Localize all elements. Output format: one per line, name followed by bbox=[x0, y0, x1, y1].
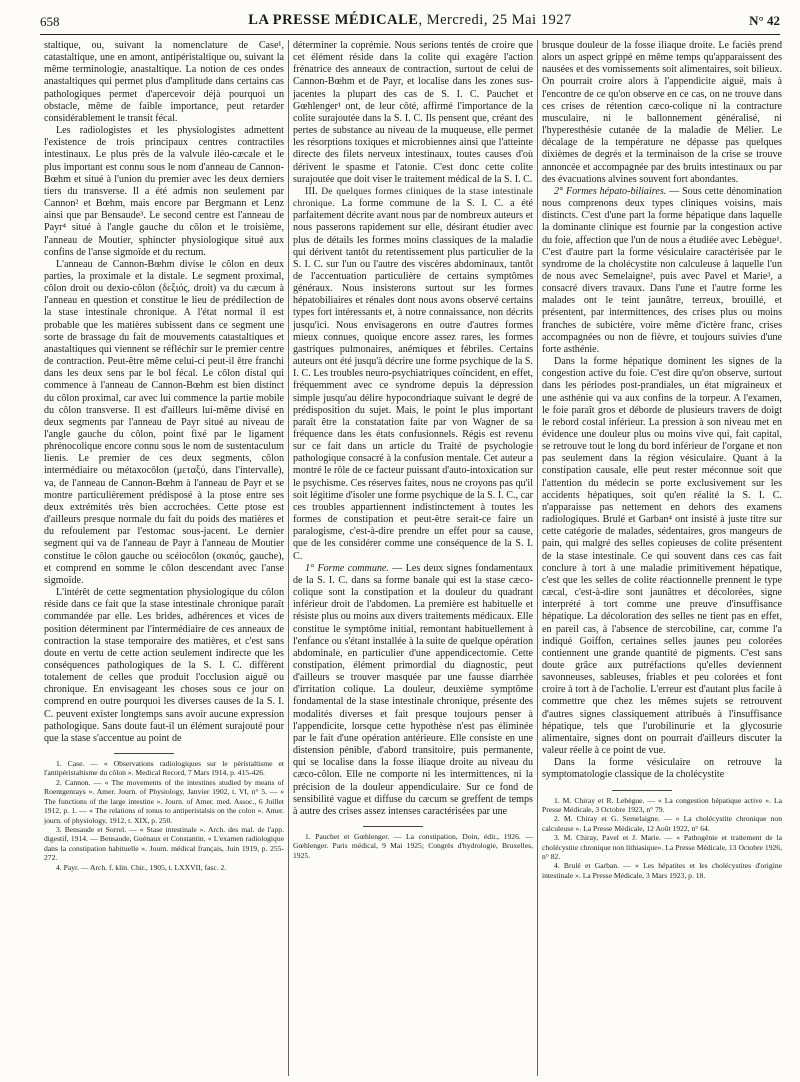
subsection-label: 1° Forme commune. bbox=[305, 562, 389, 574]
paragraph: déterminer la coprémie. Nous serions tentés de croire que cet élément réside dans la colite qui exagère l'action frénatrice des anneaux de contraction, surtout de celui de Cannon-Bœhm et de Payr, et localise dans les zones sus-jacentes la plupart des cas de S. I. C. Pauchet et Gœhlenger¹ ont, de leur côté, affirmé l'importance de la colite surajoutée dans la S. I. C. Ils pensent que, créant des pertes de substance au niveau de la muqueuse, elle permet les résorptions toxiques et microbiennes ainsi que l'atteinte directe des filets nerveux intestinaux, toutes causes d'où dérivent le spasme et l'atonie. C'est donc cette colite surajoutée que doit viser le traitement médical de la S. I. C. bbox=[293, 40, 533, 185]
footnote: 1. M. Chiray et R. Lebègue. — « La congestion hépatique active ». La Presse Médicale, 3 Octobre 1923, n° 79. bbox=[542, 795, 782, 814]
footnote: 4. Payr. — Arch. f. klin. Chir., 1905, t. LXXVII, fasc. 2. bbox=[56, 862, 227, 872]
footnote: 4. Brulé et Garban. — « Les hépatites et les cholécystites d'origine intestinale ». La Presse Médicale, 3 Mars 1923, p. 18. bbox=[542, 861, 782, 880]
footnote: 3. Bensaude et Sorrel. — « Stase intestinale ». Arch. des mal. de l'app. digestif, 1914. — Bensaude, Guénaux et Constantin. « L'examen radiologique dans la constipation habituelle ». Journ. médical français, Juin 1919, p. 255-272. bbox=[44, 824, 284, 863]
section-heading: De quelques formes cliniques de la stase intestinale chronique. bbox=[293, 186, 533, 210]
subsection-label: 2° Formes hépato-biliaires. bbox=[554, 185, 667, 197]
footnote: 2. Cannon. — « The movements of the intestines studied by means of Roentgenrays ». Amer. Journ. of Physiology, Janvier 1902, t. VI, n° 5. — « The functions of the large intestine ». Journ. of Amer. med. Assoc., 6 Juillet 1912, p. 1. — « The relations of tonus to antiperistalsis on the colon ». Amer. journ. of physiology, 1912, t. XIX, p. 250. bbox=[44, 777, 284, 825]
column-right bbox=[542, 40, 782, 1076]
journal-name: LA PRESSE MÉDICALE bbox=[248, 12, 419, 28]
paragraph-text: — Les deux signes fondamentaux de la S. I. C. dans sa forme banale qui est la stase cæco-colique sont la constipation et la douleur du quadrant inférieur droit de l'abdomen. La première est habituelle et résiste plus ou moins aux divers traitements médicaux. Elle constitue le symptôme initial, remontant habituellement à l'enfance ou s'étant installée à la suite de quelque opération abdominale, en particulier d'une appendicectomie. Cette constipation, élément primordial du diagnostic, peut d'ailleurs se trouver masquée par une fausse diarrhée d'irritation colique. La douleur, deuxième symptôme fondamental de la stase intestinale chronique, présente des modalités diverses et fait presque toujours penser à l'appendicite, lorsque cette hypothèse n'est pas éliminée par le fait d'une opération antérieure. Elle consiste en une distension pénible, d'abord transitoire, puis permanente, qui se localise dans la fosse iliaque droite au niveau du cæco-côlon. Elle ne comporte ni les intermittences, ni la précision de la douleur appendiculaire. Sur ce fond de sensibilité vague et diffuse du cæcum se greffent de temps à autre des crises assez intenses caractérisées par une bbox=[293, 562, 533, 817]
column-left bbox=[44, 40, 284, 1076]
footnote: 1. Case. — « Observations radiologiques sur le péristaltisme et l'antipéristaltisme du côlon ». Medical Record, 7 Mars 1914, p. 415-426. bbox=[44, 759, 284, 778]
footnote: 3. M. Chiray, Pavel et J. Marie. — « Pathogénie et traitement de la cholécystite chronique non lithiasique». La Presse Médicale, 13 Octobre 1926, n° 82. bbox=[542, 833, 782, 861]
section-number: III. bbox=[305, 185, 322, 197]
paragraph: Dans la forme vésiculaire on retrouve la symptomatologie classique de la cholécystite bbox=[542, 757, 782, 781]
page-number: 658 bbox=[40, 14, 60, 29]
paragraph: Dans la forme hépatique dominent les signes de la congestion active du foie. C'est dire qu'on observe, surtout dans les périodes post-prandiales, un état migraineux et une asthénie qui va aux confins de la torpeur. A l'examen, le foie paraît gros et déborde de plusieurs travers de doigt le rebord costal inférieur. La pression à son niveau met en évidence une douleur plus ou moins vive qui, fait capital, se retrouve tout le long du bord inférieur de l'organe et non pas seulement dans la région vésiculaire. Quant à la constipation causale, elle peut rester méconnue soit que l'attention du médecin se porte exclusivement sur les accidents hépatiques, soit qu'en réalité la S. I. C. n'apparaisse pas nettement en dehors des examens radiologiques. Brulé et Garban⁴ ont insisté à juste titre sur cette catégorie de malades, sédentaires, gros mangeurs de pain, qui malgré des selles copieuses de colite présentent de la stase intestinale. Ce qui souvent dans ces cas fait conclure à tort à une maladie primitivement hépatique, c'est que les selles de colite réactionnelle prennent le type cæcal, c'est-à-dire sont jaunâtres et décolorées, signe interprété à tort comme une preuve d'insuffisance hépatique. La décoloration des selles ne tient pas en effet, en pareil cas, à l'absence de stercobiline, car, comme l'a indiqué Goiffon, certaines selles jaunes peu colorées contiennent une grande quantité de pigments. C'est sans doute grâce aux putréfactions qu'elles deviennent savonneuses, sableuses, friables et peu colorées et font croire à tort à de l'acholie. L'erreur est d'autant plus facile à commettre que chez les mêmes sujets se retrouvent d'autres signes classiquement attribués à l'insuffisance hépatique, tels que l'urobilinurie et la glycosurie alimentaire, signes dont on pourrait d'ailleurs discuter la valeur réelle à ce point de vue. bbox=[542, 356, 782, 757]
footnote: 1. Pauchet et Gœhlenger. — La constipation, Doin, édit., 1926. — Gœhlenger. Paris médical, 9 Mai 1925; Congrès d'hydrologie, Bruxelles, 1925. bbox=[293, 832, 533, 860]
paragraph: L'anneau de Cannon-Bœhm divise le côlon en deux parties, la proximale et la distale. Le segment proximal, côlon droit ou dexio-côlon (δεξιός, droit) va du cæcum à l'anneau en question et constitue le lieu de prédilection de la stase intestinale chronique. A l'état normal il est probable que les matières subissent dans ce segment une sorte de brassage du fait de mouvements catastaltiques et anastaltiques qui viennent se réfléchir sur le premier centre de contraction. Peut-être même celui-ci peut-il être franchi dans les deux sens par le bol fécal. Le côlon distal qui commence à l'anneau de Cannon-Bœhm est bien distinct du côlon proximal, car avec lui commence la partie mobile du côlon transverse. Il est d'ailleurs lui-même divisé en deux segments par l'anneau de Payr situé au niveau de l'angle gauche du côlon, point fixé par le ligament phrénocolique encore connu sous le nom de sustentaculum lienis. Le premier de ces deux segments, côlon intermédiaire ou métaxocôlon (μεταξύ, dans l'intervalle), va, de l'anneau de Cannon-Bœhm à l'anneau de Payr et se montre particulièrement prédisposé à la ptose entre ses deux extrémités très bien accrochées. Cette ptose est d'ailleurs presque normale du fait du poids des matières et du refoulement par l'estomac sous-jacent. Le dernier segment qui va de l'anneau de Payr à l'anneau de Moutier constitue le côlon gauche ou scéiocôlon (σκαιός, gauche), et comprend en somme le côlon descendant avec l'anse sigmoïde. bbox=[44, 258, 284, 586]
footnote: 2. M. Chiray et G. Semelaigne. — « La cholécystite chronique non calculeuse ». La Presse Médicale, 12 Août 1922, n° 64. bbox=[542, 814, 782, 833]
section-text: La forme commune de la S. I. C. a été parfaitement décrite avant nous par de nombreux auteurs et nous passerons rapidement sur elle, désirant étudier avec plus de détails les formes moins classiques de la maladie qui dérivent tantôt du retentissement plus particulier de la S. I. C. sur l'un ou l'autre des viscères abdominaux, tantôt de l'accentuation particulière de certains symptômes généraux. Nous insisterons surtout sur les formes hépatobiliaires et rénales dont nous avons observé certains types fort intéressants et, à notre connaissance, non décrits jusqu'ici. Nous envisagerons en outre d'autres formes mieux connues, quoique encore assez rares, les formes gastriques pulmonaires, anémiques et fébriles. Certains auteurs ont été jusqu'à décrire une forme psychique de la S. I. C. Les troubles neuro-psychiatriques coïncident, en effet, fréquemment avec ce syndrome depuis la dépression simple jusqu'au délire hypocondriaque suivant le degré de prédisposition du sujet. Mais, le point le plus important paraît être la constatation faite par von Wagner de sa fréquence dans les états confusionnels. Régis est revenu sur ce fait dans un article du Traité de psychologie pathologique consacré à la confusion mentale. Cet auteur a montré le rôle de ce facteur puissant d'auto-intoxication sur le psychisme. Ces réserves faites, nous ne croyons pas qu'il soit légitime d'isoler une forme psychique de la S. I. C., car ces troubles appartiennent indistinctement à toutes les formes de constipation et peut-être serait-ce faire un paralogisme, c'est-à-dire prendre un effet pour sa cause, que de les considérer comme une conséquence de la S. I. C. bbox=[293, 198, 533, 562]
running-title bbox=[40, 12, 780, 29]
paragraph: brusque douleur de la fosse iliaque droite. Le faciès prend alors un aspect grippé en même temps qu'apparaissent des nausées et des vomissements soit alimentaires, soit bilieux. On pourrait croire alors à l'appendicite aiguë, mais à l'encontre de ce qu'on observe en ce cas, on ne trouve dans ces crises de rétention cæco-colique ni la contracture musculaire, ni le ballonnement généralisé, ni l'hyperesthésie cutanée de la maladie de Mélier. Le décalage de la température ne dépasse pas quelques dixièmes de degrés et la terminaison de la crise se trouve annoncée et accompagnée par des bruits intestinaux ou par des évacuations alvines souvent fort abondantes. bbox=[542, 40, 782, 185]
footnote-separator bbox=[363, 826, 423, 827]
column-divider bbox=[537, 40, 538, 1076]
issue-number: N° 42 bbox=[749, 13, 780, 28]
paragraph bbox=[542, 186, 782, 356]
column-divider bbox=[288, 40, 289, 1076]
column-middle bbox=[293, 40, 533, 1076]
issue-date: , Mercredi, 25 Mai 1927 bbox=[418, 12, 572, 28]
paragraph: L'intérêt de cette segmentation physiologique du côlon réside dans ce fait que la stase intestinale chronique paraît commandée par elle. Les brides, adhérences et vices de position déterminent par l'intermédiaire de ces anneaux de contraction la stase temporaire des matières, et c'est sans doute en vertu de cette action seulement indirecte que les conséquences pathologiques de la S. I. C. diffèrent totalement de celles que produit l'occlusion aiguë ou chronique. En envisageant les choses sous ce jour on comprend en outre pourquoi les diverses causes de la S. I. C. peuvent exister longtemps sans avoir aucune expression pathologique. Sans doute faut-il un élément surajouté pour que la stase s'accentue au point de bbox=[44, 587, 284, 744]
footnote-separator bbox=[612, 790, 672, 791]
paragraph-text: — Sous cette dénomination nous comprenons deux types cliniques voisins, mais distincts. C'est d'une part la forme hépatique dans laquelle la dominante clinique est fournie par la congestion active du foie, affection que l'un de nous a étudiée avec Lebègue¹. C'est d'autre part la forme vésiculaire caractérisée par le syndrome de la cholécystite non calculeuse à laquelle l'un de nous avec Semelaigne², puis avec Pavel et Marie³, a consacré divers travaux. Dans l'une et l'autre forme les malades ont le teint jaunâtre, terreux, brouillé, et présentent, par intermittences, des crises plus ou moins franches de subictère, voire même d'ictère franc, crises accompagnées ou non de fièvre, et toujours suivies d'une forte asthénie. bbox=[542, 185, 782, 355]
paragraph: Les radiologistes et les physiologistes admettent l'existence de trois principaux centres contractiles intestinaux. Le plus près de la valvule iléo-cæcale et le plus important est connu sous le nom d'anneau de Cannon-Bœhm et situé à l'union du premier avec les deux derniers tiers du transverse. Il a été admis non seulement par Cannon² et Bœhm, mais encore par Bergmann et Lenz ainsi que par Bensaude³. Le second centre est l'anneau de Payr⁴ situé à l'angle gauche du côlon et le troisième, l'anneau de Moutier, sphincter physiologique situé aux confins de l'anse sigmoïde et du rectum. bbox=[44, 125, 284, 258]
page-header bbox=[40, 8, 780, 35]
paragraph: staltique, ou, suivant la nomenclature de Case¹, catastaltique, une en amont, antipéristaltique ou, suivant la même terminologie, anastaltique. La notion de ces ondes anastaltiques qui permet plus d'amplitude dans certains cas pathologiques permet d'apercevoir déjà pourquoi un obstacle, même de faible importance, peut retarder considérablement le transit fécal. bbox=[44, 40, 284, 124]
paragraph bbox=[293, 563, 533, 818]
section-paragraph bbox=[293, 186, 533, 563]
footnote-separator bbox=[114, 753, 174, 754]
